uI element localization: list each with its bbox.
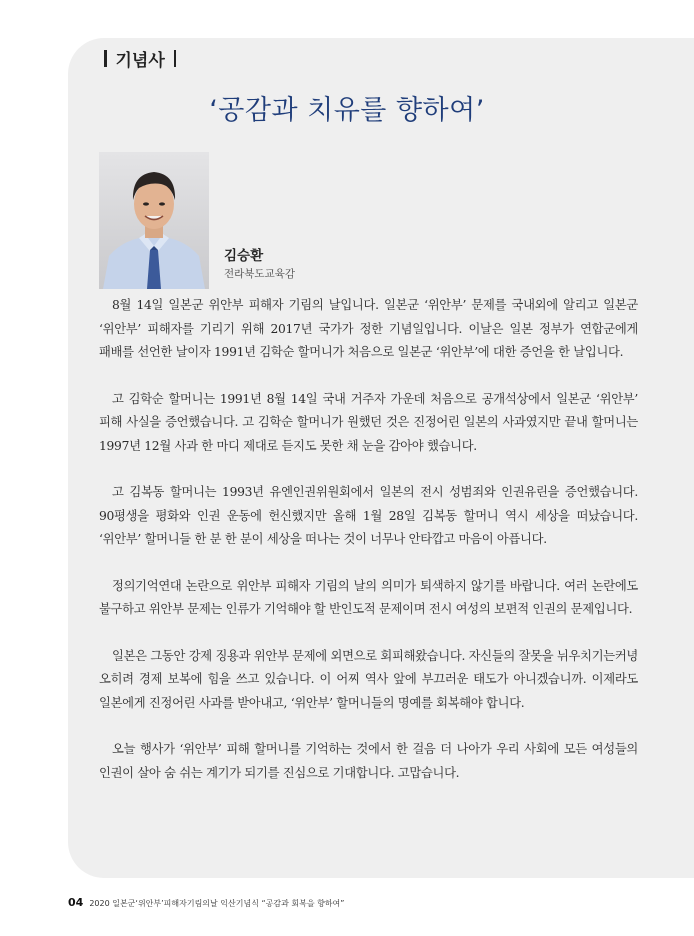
- section-label: [104, 46, 176, 71]
- section-label-text: 기념사: [115, 51, 165, 71]
- section-label-left-bar: [104, 50, 107, 67]
- author-name: 김승환: [224, 248, 264, 264]
- author-photo: [99, 152, 209, 289]
- page-footer: [68, 896, 344, 909]
- author-portrait-illustration: [99, 152, 209, 289]
- page-title: ‘공감과 치유를 향하여’: [209, 95, 485, 126]
- paragraph: 고 김복동 할머니는 1993년 유엔인권위원회에서 일본의 전시 성범죄와 인권유린을 증언했습니다. 90평생을 평화와 인권 운동에 헌신했지만 올해 1월 28일 김복동 할머니 역시 세상을 떠났습니다. ‘위안부’ 할머니들 한 분 한 분이 세상을 떠나는 것이 너무나 안타깝고 마음이 아픕니다.: [99, 485, 638, 546]
- author-role: 전라북도교육감: [224, 268, 296, 280]
- page-number: 04: [68, 896, 84, 909]
- paragraph: 8월 14일 일본군 위안부 피해자 기림의 날입니다. 일본군 ‘위안부’ 문제를 국내외에 알리고 일본군 ‘위안부’ 피해자를 기리기 위해 2017년 국가가 정한 기념일입니다. 이날은 일본 정부가 연합군에게 패배를 선언한 날이자 1991년 김학순 할머니가 처음으로 일본군 ‘위안부’에 대한 증언을 한 날입니다.: [99, 298, 638, 359]
- paragraph: 정의기억연대 논란으로 위안부 피해자 기림의 날의 의미가 퇴색하지 않기를 바랍니다. 여러 논란에도 불구하고 위안부 문제는 인류가 기억해야 할 반인도적 문제이며 전시 여성의 보편적 인권의 문제입니다.: [99, 578, 638, 616]
- paragraph: 고 김학순 할머니는 1991년 8월 14일 국내 거주자 가운데 처음으로 공개석상에서 일본군 ‘위안부’ 피해 사실을 증언했습니다. 고 김학순 할머니가 원했던 것은 진정어린 일본의 사과였지만 끝내 할머니는 1997년 12월 사과 한 마디 제대로 듣지도 못한 채 눈을 감아야 했습니다.: [99, 391, 638, 453]
- speech-body: [99, 294, 638, 808]
- paragraph: 오늘 행사가 ‘위안부’ 피해 할머니를 기억하는 것에서 한 걸음 더 나아가 우리 사회에 모든 여성들의 인권이 살아 숨 쉬는 계기가 되기를 진심으로 기대합니다. 고맙습니다.: [99, 742, 638, 780]
- paragraph: 일본은 그동안 강제 징용과 위안부 문제에 외면으로 회피해왔습니다. 자신들의 잘못을 뉘우치기는커녕 오히려 경제 보복에 힘을 쓰고 있습니다. 이 어찌 역사 앞에 부끄러운 태도가 아니겠습니까. 이제라도 일본에게 진정어린 사과를 받아내고, ‘위안부’ 할머니들의 명예를 회복해야 합니다.: [99, 648, 639, 710]
- section-label-right-bar: [174, 50, 177, 67]
- footer-text: 2020 일본군‘위안부’피해자기림의날 익산기념식 “공감과 회복을 향하여”: [89, 899, 345, 908]
